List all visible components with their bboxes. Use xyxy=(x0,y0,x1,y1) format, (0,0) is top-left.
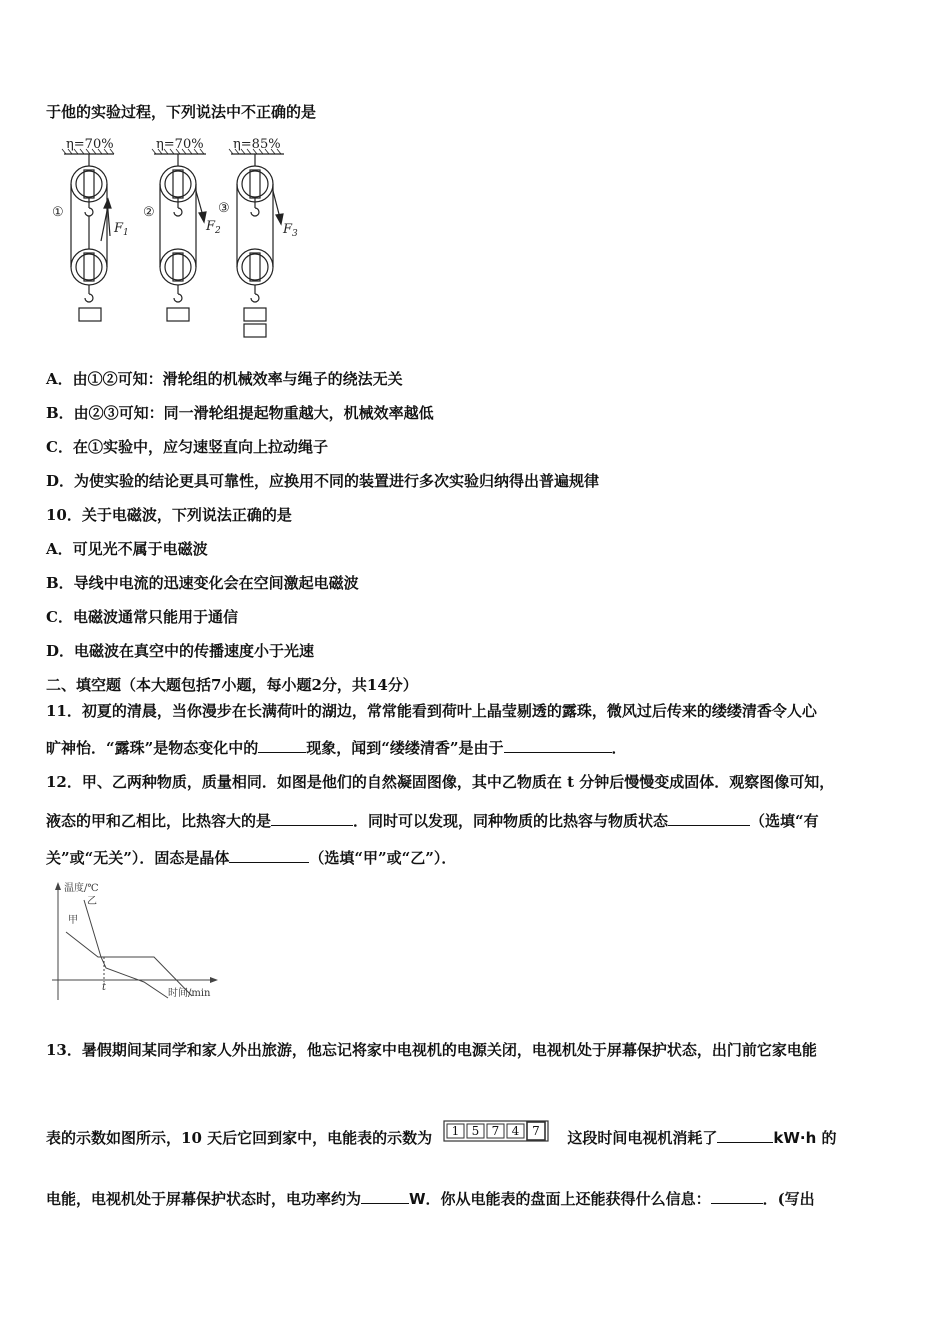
q13-text-b: 这段时间电视机消耗了 xyxy=(567,1129,718,1147)
cooling-graph xyxy=(46,878,226,1004)
q12-text-b: ．同时可以发现，同种物质的比热容与物质状态 xyxy=(353,812,669,830)
q12-blank-1[interactable] xyxy=(271,810,353,826)
curve-jia xyxy=(66,932,192,996)
q12-text-c: （选填“有 xyxy=(750,812,819,830)
q11-line2 xyxy=(46,737,627,758)
q10-option-a: A．可见光不属于电磁波 xyxy=(46,540,208,558)
q13-text-d: 电能，电视机处于屏幕保护状态时，电功率约为 xyxy=(46,1190,362,1208)
q9-option-b: B．由②③可知：同一滑轮组提起物重越大，机械效率越低 xyxy=(46,404,434,422)
eta-label-2: η=70% xyxy=(156,137,204,152)
setup-number-3: ③ xyxy=(218,201,230,216)
series-label-jia: 甲 xyxy=(68,915,78,926)
q10-option-c: C．电磁波通常只能用于通信 xyxy=(46,608,238,626)
q12-line1: 12．甲、乙两种物质，质量相同．如图是他们的自然凝固图像，其中乙物质在 t 分钟后慢慢变成固体．观察图像可知， xyxy=(46,773,835,791)
q13-blank-3[interactable] xyxy=(711,1188,763,1204)
setup-number-1: ① xyxy=(52,205,64,220)
q13-line2 xyxy=(46,1125,836,1153)
force-label-1: F xyxy=(114,221,124,236)
q13-blank-1[interactable] xyxy=(717,1127,773,1143)
q13-line3 xyxy=(46,1188,815,1209)
q13-line1: 13．暑假期间某同学和家人外出旅游，他忘记将家中电视机的电源关闭，电视机处于屏幕保护状态，出门前它家电能 xyxy=(46,1041,817,1059)
q13-text-e: W．你从电能表的盘面上还能获得什么信息： xyxy=(409,1190,711,1208)
q13-blank-2[interactable] xyxy=(361,1188,409,1204)
question-intro: 于他的实验过程，下列说法中不正确的是 xyxy=(46,103,317,121)
meter-digit-1: 1 xyxy=(452,1124,460,1138)
meter-digit-5: 7 xyxy=(532,1124,541,1138)
section-header: 二、填空题（本大题包括7小题，每小题2分，共14分） xyxy=(46,676,418,694)
q12-blank-2[interactable] xyxy=(668,810,750,826)
q12-text-e: （选填“甲”或“乙”）． xyxy=(309,849,457,867)
force-label-2: F xyxy=(206,219,216,234)
force-sub-1: 1 xyxy=(123,228,129,238)
x-axis-label: 时间/min xyxy=(168,988,211,999)
force-label-3: F xyxy=(283,222,293,237)
q11-text-b: 现象，闻到“缕缕清香”是由于 xyxy=(306,739,504,757)
eta-label-3: η=85% xyxy=(233,137,281,152)
pulley-figure xyxy=(46,136,316,348)
force-sub-2: 2 xyxy=(215,226,221,236)
q12-line3 xyxy=(46,847,456,868)
q11-blank-1[interactable] xyxy=(258,737,306,753)
q12-line2 xyxy=(46,810,819,831)
q12-blank-3[interactable] xyxy=(229,847,309,863)
q13-text-f: ．(写出 xyxy=(762,1190,815,1208)
q10-option-d: D．电磁波在真空中的传播速度小于光速 xyxy=(46,642,315,660)
energy-meter-display xyxy=(443,1117,553,1145)
meter-digit-4: 4 xyxy=(512,1124,520,1138)
y-axis-label: 温度/℃ xyxy=(64,883,99,894)
q11-blank-2[interactable] xyxy=(504,737,612,753)
setup-number-2: ② xyxy=(143,205,155,220)
force-sub-3: 3 xyxy=(292,229,298,239)
q9-option-c: C．在①实验中，应匀速竖直向上拉动绳子 xyxy=(46,438,328,456)
q10-stem: 10．关于电磁波，下列说法正确的是 xyxy=(46,506,292,524)
q13-text-c: kW·h 的 xyxy=(773,1129,837,1147)
t-tick-label: t xyxy=(102,982,107,993)
curve-yi xyxy=(84,900,168,998)
series-label-yi: 乙 xyxy=(87,896,97,907)
q11-line1: 11．初夏的清晨，当你漫步在长满荷叶的湖边，常常能看到荷叶上晶莹剔透的露珠，微风过后传来的缕缕清香令人心 xyxy=(46,702,817,720)
eta-label-1: η=70% xyxy=(66,137,114,152)
meter-digit-2: 5 xyxy=(472,1124,480,1138)
q9-option-d: D．为使实验的结论更具可靠性，应换用不同的装置进行多次实验归纳得出普遍规律 xyxy=(46,472,600,490)
q12-text-a: 液态的甲和乙相比，比热容大的是 xyxy=(46,812,272,830)
q13-text-a: 表的示数如图所示，10 天后它回到家中，电能表的示数为 xyxy=(46,1129,433,1147)
meter-digit-3: 7 xyxy=(492,1124,500,1138)
q11-text-a: 旷神怡．“露珠”是物态变化中的 xyxy=(46,739,259,757)
q10-option-b: B．导线中电流的迅速变化会在空间激起电磁波 xyxy=(46,574,359,592)
q11-text-c: ． xyxy=(611,739,627,757)
q12-text-d: 关”或“无关”）．固态是晶体 xyxy=(46,849,230,867)
q9-option-a: A．由①②可知：滑轮组的机械效率与绳子的绕法无关 xyxy=(46,370,403,388)
